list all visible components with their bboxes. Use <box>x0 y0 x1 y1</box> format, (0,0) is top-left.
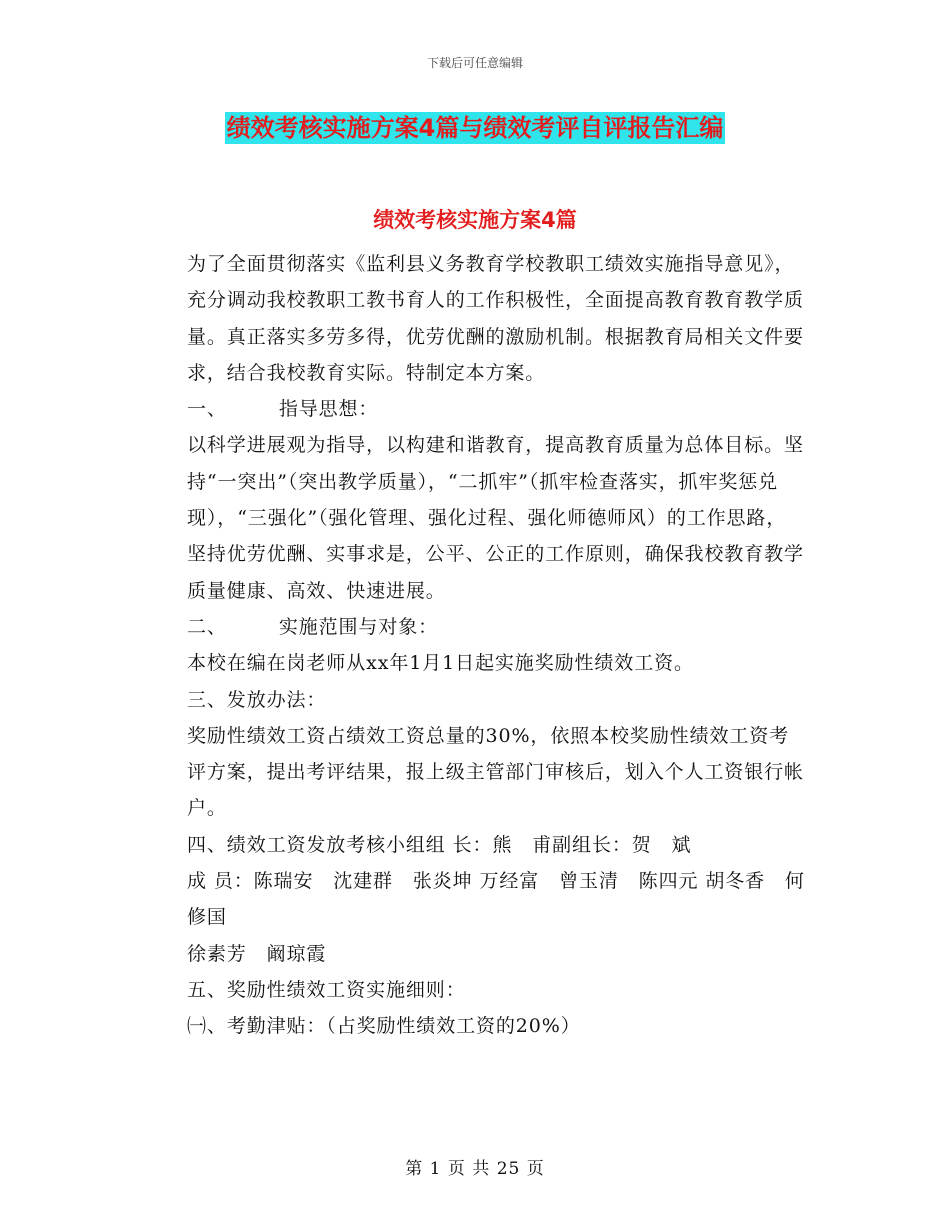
heading-guiding-thought <box>141 391 806 427</box>
document-body <box>141 246 806 1045</box>
heading-payment-method: 三、发放办法： <box>187 688 327 711</box>
subheading-attendance-allowance: ㈠、考勤津贴：（占奖励性绩效工资的20%） <box>187 1015 581 1038</box>
payment-method-paragraph: 奖励性绩效工资占绩效工资总量的30%，依照本校奖励性绩效工资考评方案，提出考评结果，报上级主管部门审核后，划入个人工资银行帐户。 <box>187 724 804 820</box>
members-label: 成 员： <box>187 870 254 893</box>
members-paragraph-continued: 徐素芳 阚琼霞 <box>187 942 327 965</box>
scope-paragraph: 本校在编在岗老师从xx年1月1日起实施奖励性绩效工资。 <box>187 652 694 675</box>
guiding-thought-paragraph: 以科学进展观为指导，以构建和谐教育，提高教育质量为总体目标。坚持“一突出”（突出教学质量），“二抓牢”（抓牢检查落实，抓牢奖惩兑现），“三强化”（强化管理、强化过程、强化师德师风）的工作思路，坚持优劳优酬、实事求是，公平、公正的工作原则，确保我校教育教学质量健康、高效、快速进展。 <box>187 434 804 602</box>
document-title <box>0 112 950 144</box>
members-list: 陈瑞安 沈建群 张炎坤 万经富 曾玉清 陈四元 胡冬香 何修国 <box>187 870 805 929</box>
heading-number: 二、 <box>187 615 227 638</box>
heading-text: 指导思想： <box>278 398 379 421</box>
heading-number: 一、 <box>187 398 227 421</box>
download-note: 下载后可任意编辑 <box>426 56 523 70</box>
intro-paragraph: 为了全面贯彻落实《监利县义务教育学校教职工绩效实施指导意见》，充分调动我校教职工教书育人的工作积极性，全面提高教育教育教学质量。真正落实多劳多得，优劳优酬的激励机制。根据教育局相关文件要求，结合我校教育实际。特制定本方案。 <box>187 253 804 384</box>
heading-assessment-group: 四、绩效工资发放考核小组组 长：熊 甫副组长：贺 斌 <box>187 833 692 856</box>
heading-scope <box>141 609 806 645</box>
heading-implementation-rules: 五、奖励性绩效工资实施细则： <box>187 978 466 1001</box>
page-number: 第 1 页 共 25 页 <box>405 1159 545 1179</box>
members-paragraph <box>141 863 806 936</box>
section-title: 绩效考核实施方案4篇 <box>373 208 577 232</box>
document-title-text: 绩效考核实施方案4篇与绩效考评自评报告汇编 <box>226 114 724 142</box>
heading-text: 实施范围与对象： <box>278 615 439 638</box>
